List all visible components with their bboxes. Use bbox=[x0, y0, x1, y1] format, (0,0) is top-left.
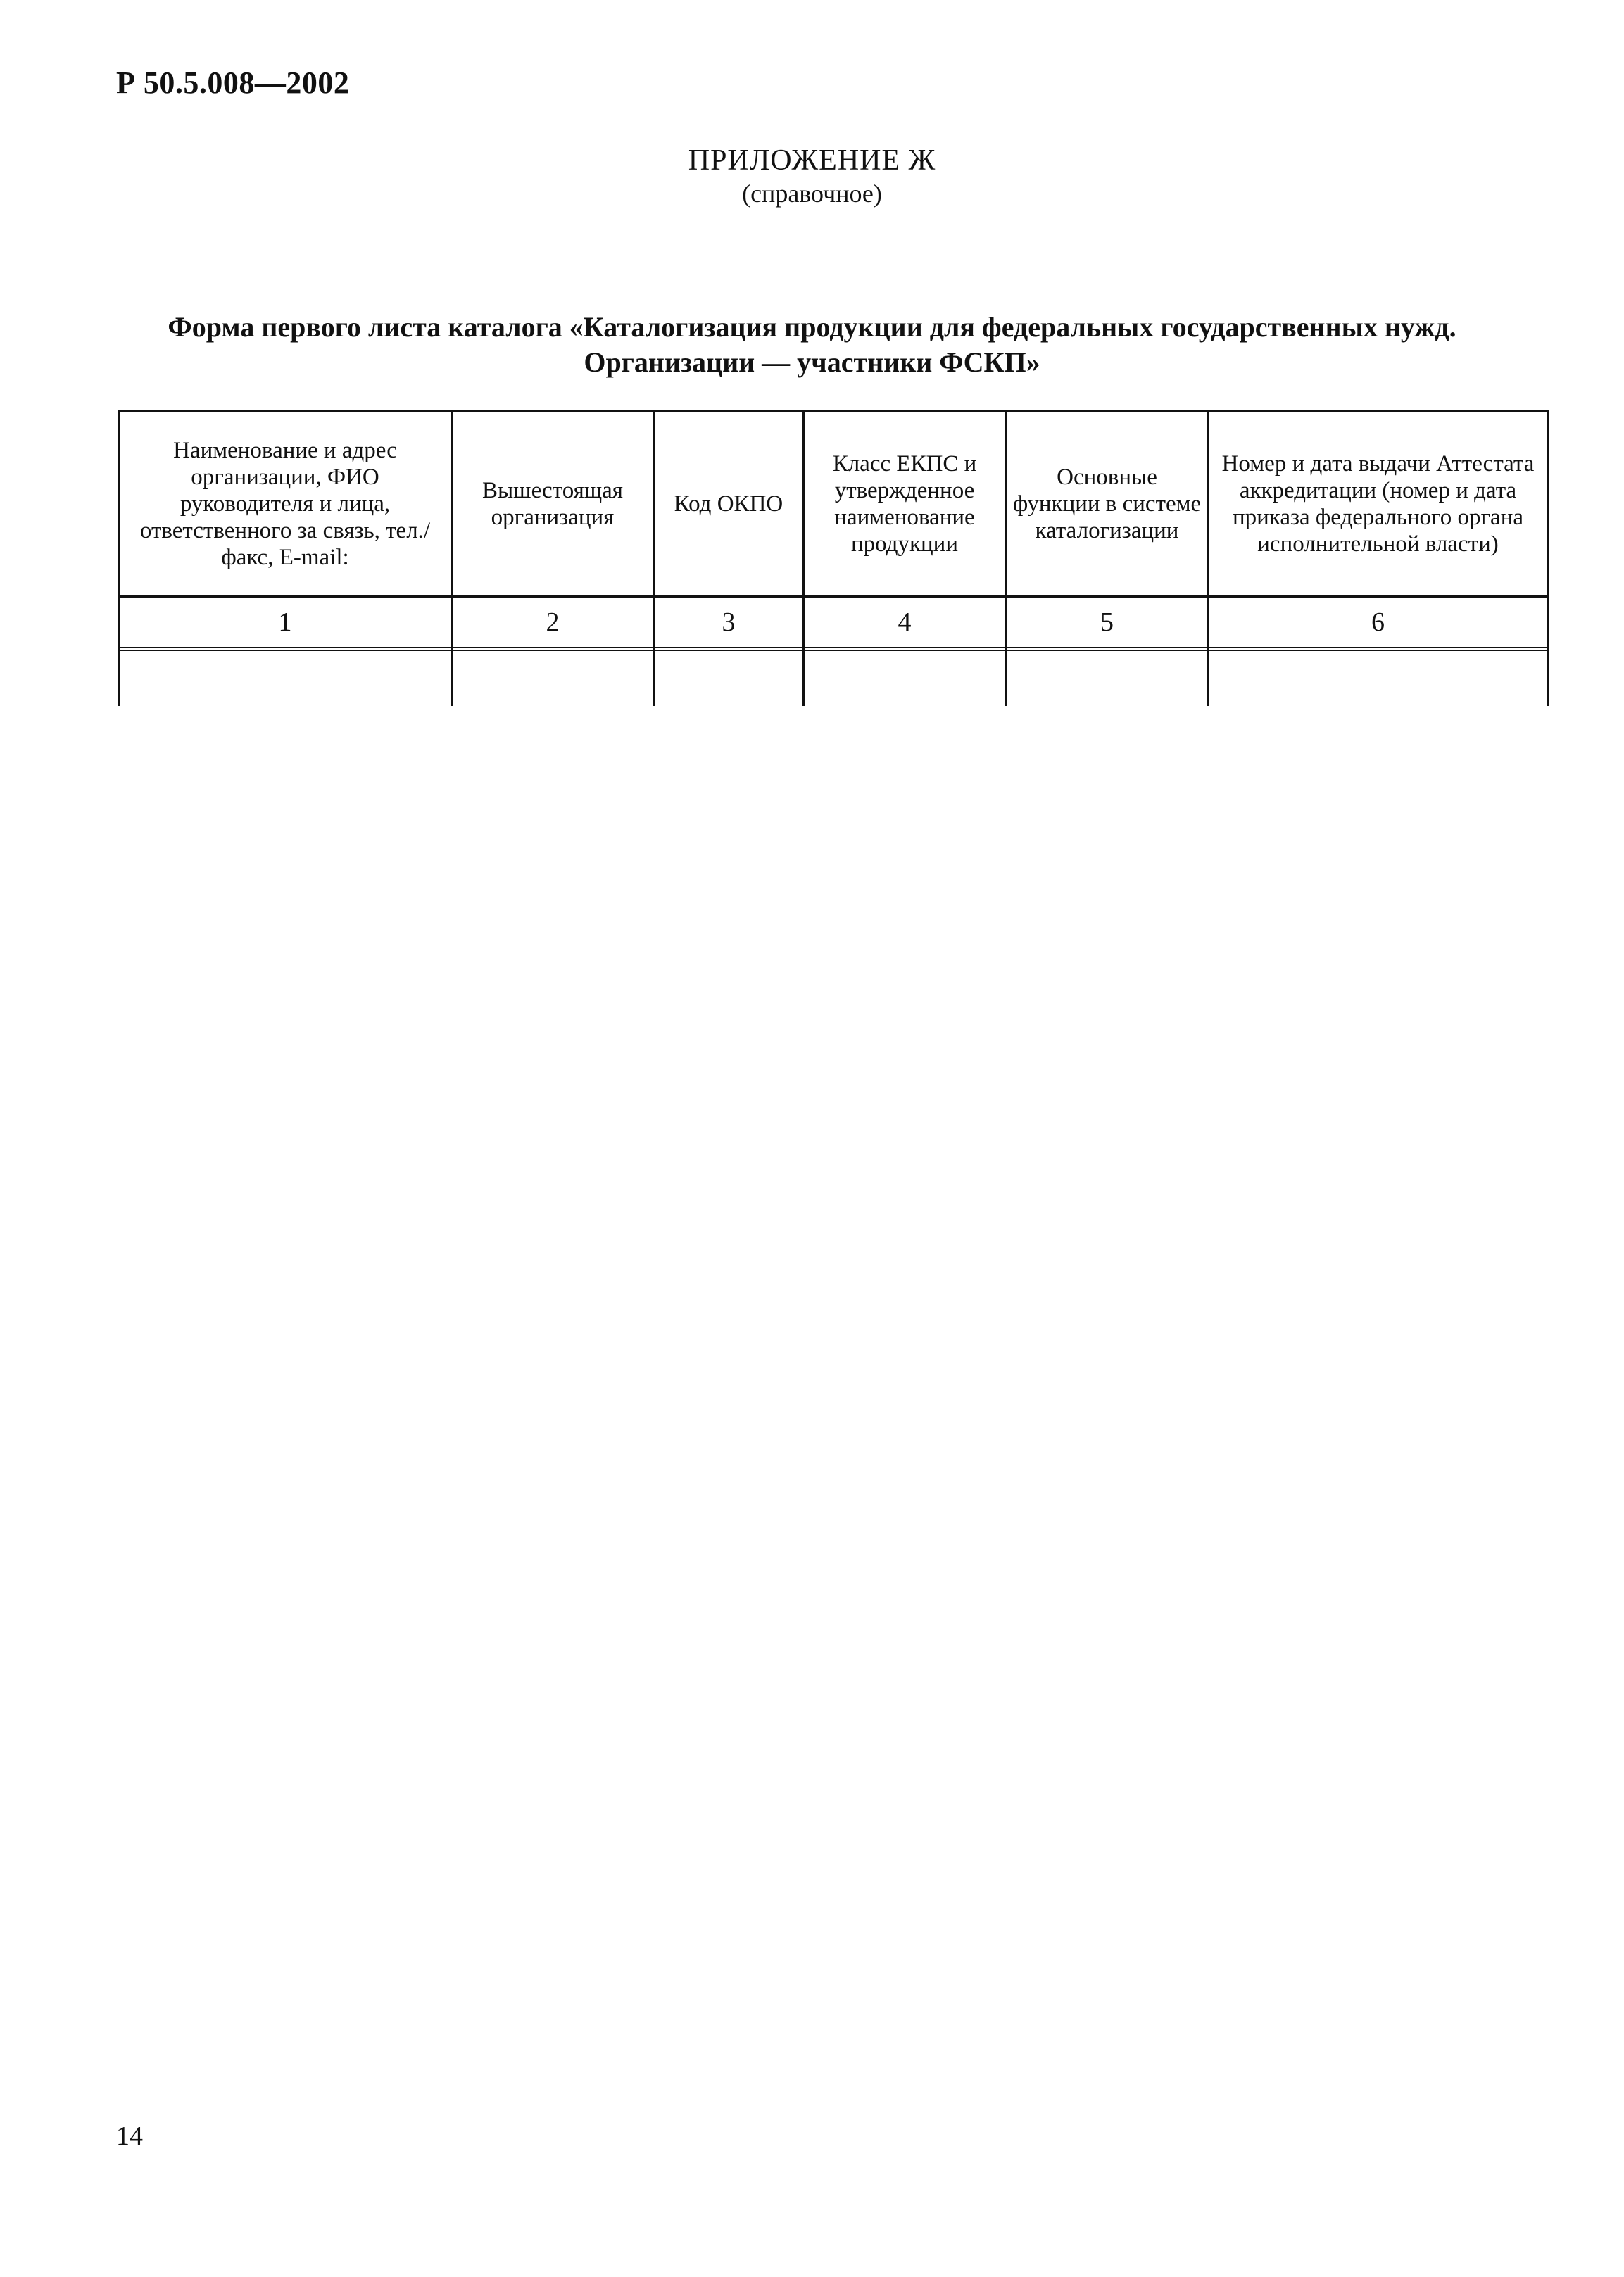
table-col-divider bbox=[1547, 410, 1549, 706]
table-numbers-divider bbox=[118, 647, 1549, 651]
appendix-kind: (справочное) bbox=[742, 179, 882, 208]
column-number: 5 bbox=[1100, 607, 1114, 637]
form-title-line-1: Форма первого листа каталога «Каталогизация продукции для федеральных государственных нужд. bbox=[168, 311, 1456, 343]
column-number: 3 bbox=[722, 607, 736, 637]
column-header-accreditation: Номер и дата выдачи Аттестата аккредитации (номер и дата приказа федерального органа исполнительной власти) bbox=[1221, 451, 1535, 557]
column-number: 1 bbox=[278, 607, 292, 637]
column-header-main-functions: Основные функции в системе каталогизации bbox=[1012, 465, 1202, 543]
form-title bbox=[0, 310, 1624, 380]
form-title-line-2: Организации — участники ФСКП» bbox=[584, 346, 1040, 378]
page-number: 14 bbox=[116, 2121, 143, 2151]
column-header-organization: Наименование и адрес организации, ФИО руководителя и лица, ответственного за связь, тел./факс, E-mail: bbox=[139, 438, 431, 570]
column-number: 4 bbox=[898, 607, 912, 637]
document-code: Р 50.5.008—2002 bbox=[116, 65, 350, 100]
column-header-parent-organization: Вышестоящая организация bbox=[482, 478, 623, 530]
column-number: 6 bbox=[1371, 607, 1385, 637]
column-header-okpo-code: Код ОКПО bbox=[674, 491, 783, 517]
column-header-ekps-class: Класс ЕКПС и утвержденное наименование продукции bbox=[832, 451, 977, 557]
column-number: 2 bbox=[546, 607, 560, 637]
appendix-title: ПРИЛОЖЕНИЕ Ж bbox=[688, 144, 936, 177]
catalog-form-table bbox=[118, 410, 1549, 706]
